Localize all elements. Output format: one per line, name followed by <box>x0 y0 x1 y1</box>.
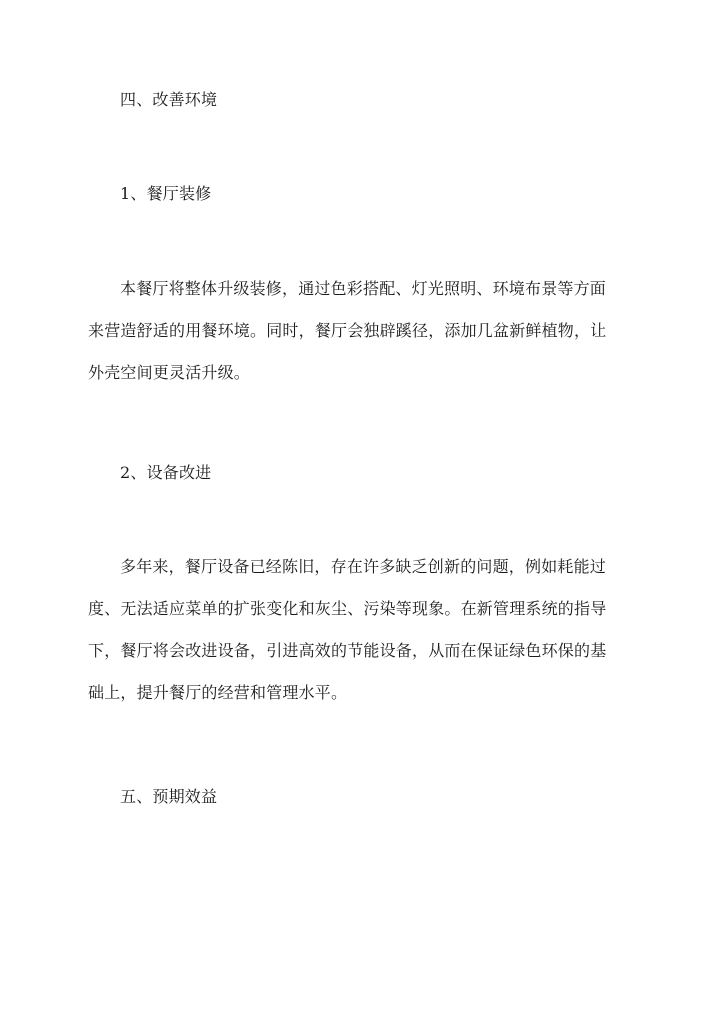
section-heading-5: 五、预期效益 <box>120 787 218 806</box>
paragraph-restaurant-renovation <box>88 277 638 403</box>
paragraph-line: 多年来，餐厅设备已经陈旧，存在许多缺乏创新的问题，例如耗能过 <box>120 557 607 576</box>
paragraph-line: 度、无法适应菜单的扩张变化和灰尘、污染等现象。在新管理系统的指导 <box>88 599 607 618</box>
paragraph-line: 外壳空间更灵活升级。 <box>88 363 251 382</box>
paragraph-equipment-improvement <box>88 555 638 723</box>
subsection-heading-1: 1、餐厅装修 <box>120 184 212 203</box>
paragraph-line: 来营造舒适的用餐环境。同时，餐厅会独辟蹊径，添加几盆新鲜植物，让 <box>88 321 607 340</box>
paragraph-line: 下，餐厅将会改进设备，引进高效的节能设备，从而在保证绿色环保的基 <box>88 641 607 660</box>
paragraph-line: 本餐厅将整体升级装修，通过色彩搭配、灯光照明、环境布景等方面 <box>120 279 607 298</box>
paragraph-line: 础上，提升餐厅的经营和管理水平。 <box>88 683 348 702</box>
subsection-heading-2: 2、设备改进 <box>120 463 212 482</box>
section-heading-4: 四、改善环境 <box>120 90 218 109</box>
